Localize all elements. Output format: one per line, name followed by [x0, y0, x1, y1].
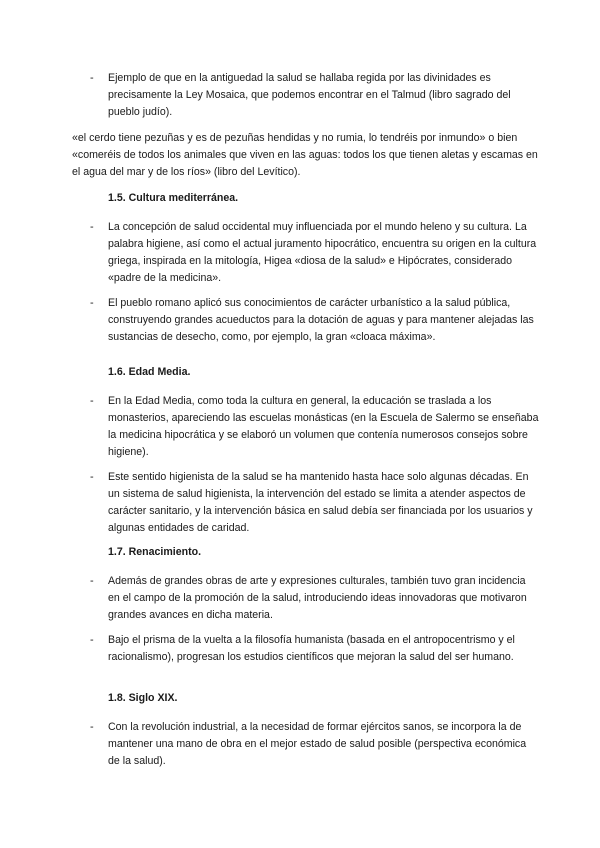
section-heading-1-5: 1.5. Cultura mediterránea.	[108, 192, 239, 204]
s17-bullet2-text: Bajo el prisma de la vuelta a la filosofía humanista (basada en el antropocentrismo y el racionalismo), progresan los estudios científicos que mejoran la salud del ser humano.	[108, 634, 515, 663]
bullet-dash: -	[90, 471, 94, 483]
s17-bullet1-text: Además de grandes obras de arte y expresiones culturales, también tuvo gran incidencia en el campo de la promoción de la salud, introduciendo ideas innovadoras que motivaron grandes avances en dicha materia.	[108, 575, 527, 621]
s15-bullet2-text: El pueblo romano aplicó sus conocimientos de carácter urbanístico a la salud pública, construyendo grandes acueductos para la dotación de aguas y para mantener alejadas las sustancias de desecho, como, por ejemplo, la gran «cloaca máxima».	[108, 297, 534, 343]
bullet-dash: -	[90, 221, 94, 233]
bullet-dash: -	[90, 575, 94, 587]
section-heading-1-8: 1.8. Siglo XIX.	[108, 692, 178, 704]
s16-bullet1-text: En la Edad Media, como toda la cultura en general, la educación se traslada a los monasterios, apareciendo las escuelas monásticas (en la Escuela de Salermo se enseñaba la medicina hipocrática y se elaboró un volumen que contenía numerosos consejos sobre higiene).	[108, 395, 539, 458]
s18-bullet1-text: Con la revolución industrial, a la necesidad de formar ejércitos sanos, se incorpora la de mantener una mano de obra en el mejor estado de salud posible (perspectiva económica de la salud).	[108, 721, 527, 767]
section-heading-1-6: 1.6. Edad Media.	[108, 366, 191, 378]
bullet-dash: -	[90, 634, 94, 646]
s15-bullet1-text: La concepción de salud occidental muy influenciada por el mundo heleno y su cultura. La palabra higiene, así como el actual juramento hipocrático, encuentra su origen en la cultura griega, inspirada en la mitología, Higea «diosa de la salud» e Hipócrates, considerado «padre de la medicina».	[108, 221, 537, 284]
bullet-dash: -	[90, 297, 94, 309]
intro-bullet-text: Ejemplo de que en la antiguedad la salud se hallaba regida por las divinidades es precisamente la Ley Mosaica, que podemos encontrar en el Talmud (libro sagrado del pueblo judío).	[108, 72, 511, 118]
bullet-dash: -	[90, 395, 94, 407]
section-heading-1-7: 1.7. Renacimiento.	[108, 546, 202, 558]
quote-paragraph: «el cerdo tiene pezuñas y es de pezuñas hendidas y no rumia, lo tendréis por inmundo» o bien «comeréis de todos los animales que viven en las aguas: todos los que tienen aletas y escamas en el agua del mar y de los ríos» (libro del Levítico).	[72, 132, 538, 178]
s16-bullet2-text: Este sentido higienista de la salud se ha mantenido hasta hace solo algunas décadas. En un sistema de salud higienista, la intervención del estado se limita a atender aspectos de carácter sanitario, y la intervención básica en salud debía ser financiada por los usuarios y algunas entidades de caridad.	[108, 471, 533, 534]
bullet-dash: -	[90, 721, 94, 733]
bullet-dash: -	[90, 72, 94, 84]
